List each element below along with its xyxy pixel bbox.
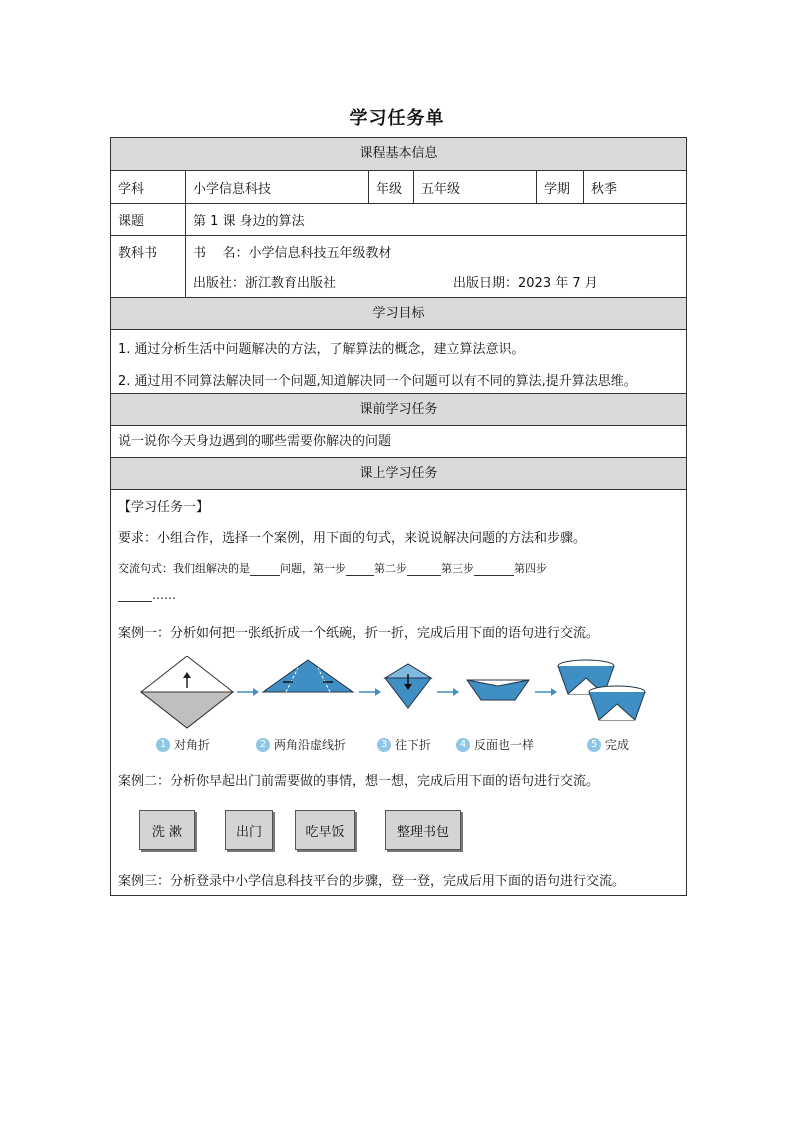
- arrow-2: [359, 688, 381, 696]
- grade-label: 年级: [368, 171, 413, 203]
- case3-text: 案例三：分析登录中小学信息科技平台的步骤，登一登，完成后用下面的语句进行交流。: [118, 874, 626, 889]
- fold-step-1-label: 对角折: [174, 738, 211, 752]
- publisher: 出版社：浙江教育出版社: [193, 276, 337, 291]
- subject-value: 小学信息科技: [185, 171, 368, 203]
- fold-step-5-label: 完成: [605, 738, 630, 752]
- fold-step-4: [456, 736, 534, 753]
- paper-fold-steps: [111, 656, 686, 766]
- blank-4[interactable]: [474, 575, 514, 576]
- task-sheet-table: [110, 137, 687, 896]
- fold-step-2: [256, 736, 346, 753]
- term-value: 秋季: [583, 171, 686, 203]
- objective-1: 1. 通过分析生活中问题解决的方法，了解算法的概念，建立算法意识。: [118, 342, 525, 357]
- pattern-part-1: 交流句式：我们组解决的是: [118, 562, 250, 575]
- pattern-part-5: 第四步: [514, 562, 547, 575]
- activity-breakfast[interactable]: 吃早饭: [295, 810, 355, 850]
- section-pre-class: 课前学习任务: [111, 393, 686, 425]
- exchange-pattern: [111, 560, 547, 576]
- pattern-part-3: 第二步: [374, 562, 407, 575]
- textbook-info: [185, 236, 686, 297]
- objective-2: 2. 通过用不同算法解决同一个问题,知道解决同一个问题可以有不同的算法,提升算法思维。: [118, 374, 637, 389]
- case1-text: 案例一：分析如何把一张纸折成一个纸碗，折一折，完成后用下面的语句进行交流。: [118, 626, 600, 641]
- pre-task-text: 说一说你今天身边遇到的哪些需要你解决的问题: [118, 434, 392, 449]
- subject-label: 学科: [118, 181, 145, 197]
- activity-go-out[interactable]: 出门: [225, 810, 273, 850]
- pattern-part-2: 问题，第一步: [280, 562, 346, 575]
- book-name: 书 名：小学信息科技五年级教材: [193, 246, 392, 261]
- blank-5[interactable]: [118, 601, 152, 602]
- fold-step-1: [156, 736, 210, 753]
- section-basic-info: 课程基本信息: [111, 138, 686, 170]
- paper-fold-illustration: [111, 656, 686, 736]
- pre-class-task: [111, 425, 686, 457]
- fold-step-4-diagram: [467, 680, 529, 700]
- fold-step-3-label: 往下折: [395, 738, 432, 752]
- section-objectives: 学习目标: [111, 297, 686, 329]
- fold-step-5-bowls: [558, 660, 645, 720]
- blank-2[interactable]: [346, 575, 374, 576]
- case2-text: 案例二：分析你早起出门前需要做的事情，想一想，完成后用下面的语句进行交流。: [118, 774, 600, 789]
- step-number-5: 5: [587, 738, 601, 752]
- textbook-label: 教科书: [118, 246, 158, 261]
- task1-heading: 【学习任务一】: [118, 500, 210, 515]
- step-number-1: 1: [156, 738, 170, 752]
- fold-step-3: [377, 736, 431, 753]
- objectives-block: [111, 329, 686, 393]
- arrow-1: [237, 688, 259, 696]
- blank-3[interactable]: [407, 575, 441, 576]
- fold-step-5: [587, 736, 629, 753]
- fold-step-1-diagram: [141, 656, 233, 728]
- activity-wash[interactable]: 洗 漱: [139, 810, 195, 850]
- morning-activities: [111, 810, 686, 856]
- pattern-part-4: 第三步: [441, 562, 474, 575]
- step-number-4: 4: [456, 738, 470, 752]
- fold-step-2-label: 两角沿虚线折: [274, 738, 347, 752]
- term-label: 学期: [536, 171, 583, 203]
- arrow-3: [437, 688, 459, 696]
- pattern-part-6: ……: [152, 588, 176, 602]
- step-number-2: 2: [256, 738, 270, 752]
- section-in-class: 课上学习任务: [111, 457, 686, 489]
- arrow-4: [535, 688, 557, 696]
- activity-pack-bag[interactable]: 整理书包: [385, 810, 461, 850]
- task1-requirement: 要求：小组合作，选择一个案例，用下面的句式，来说说解决问题的方法和步骤。: [118, 531, 587, 546]
- fold-step-3-diagram: [385, 664, 431, 708]
- in-class-content: [111, 489, 686, 895]
- topic-row: [111, 203, 686, 235]
- step-number-3: 3: [377, 738, 391, 752]
- fold-step-2-diagram: [263, 660, 353, 692]
- page-title: 学习任务单: [349, 108, 445, 129]
- subject-row: [111, 170, 686, 203]
- blank-1[interactable]: [250, 575, 280, 576]
- textbook-row: [111, 235, 686, 297]
- topic-label: 课题: [118, 214, 145, 229]
- publish-date: 出版日期：2023 年 7 月: [453, 276, 598, 291]
- fold-step-4-label: 反面也一样: [474, 738, 535, 752]
- topic-value: 第 1 课 身边的算法: [185, 204, 686, 235]
- exchange-pattern-cont: [111, 588, 176, 602]
- grade-value: 五年级: [413, 171, 536, 203]
